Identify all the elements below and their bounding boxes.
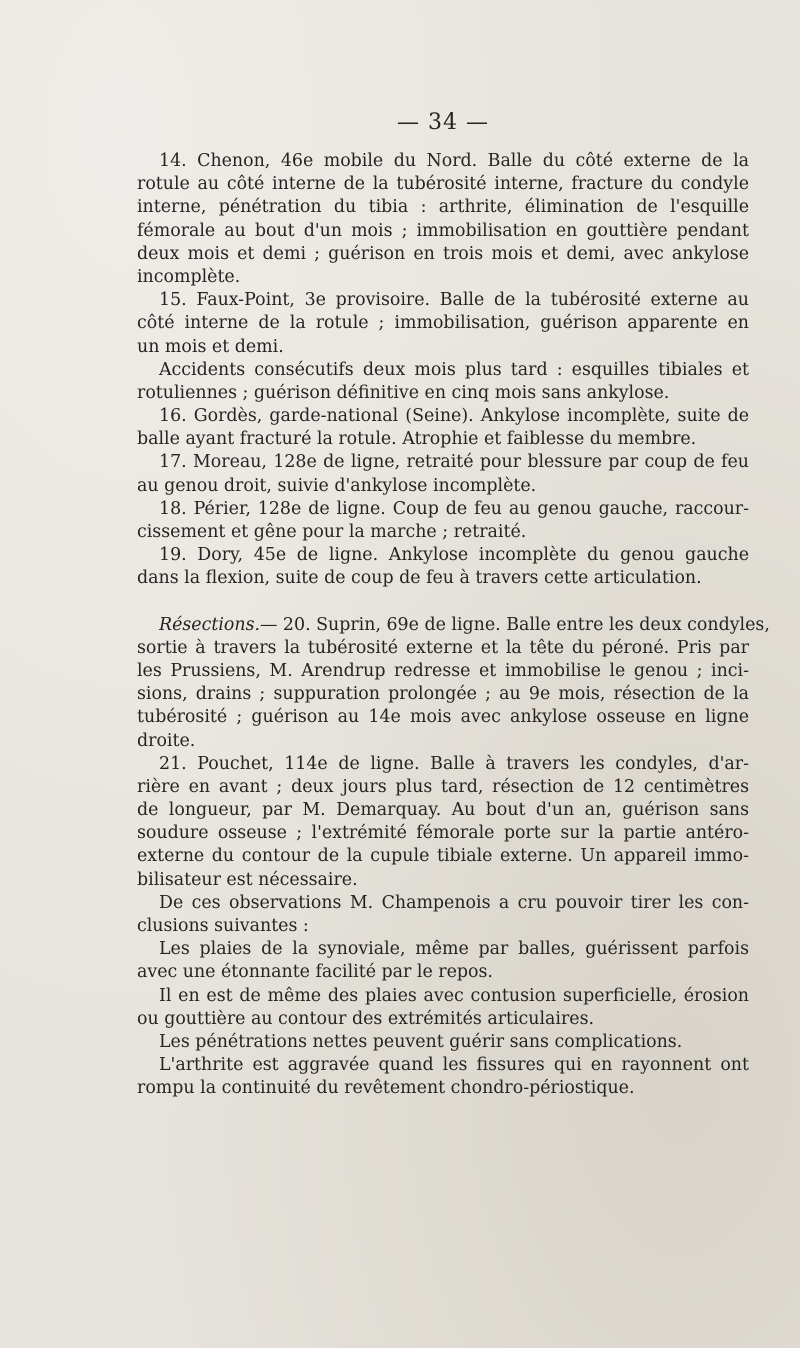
text-line: ou gouttière au contour des extrémités articulaires. bbox=[137, 1008, 595, 1029]
text-line: sions, drains ; suppuration prolongée ; au 9e mois, résection de la bbox=[137, 684, 749, 705]
text-line: côté interne de la rotule ; immobilisation, guérison apparente en bbox=[137, 313, 749, 334]
text-line: 21. Pouchet, 114e de ligne. Balle à travers les condyles, d'ar- bbox=[159, 753, 749, 774]
text-line: de longueur, par M. Demarquay. Au bout d'un an, guérison sans bbox=[137, 800, 749, 821]
text-line: interne, pénétration du tibia : arthrite, élimination de l'esquille bbox=[137, 197, 749, 218]
text-line: avec une étonnante facilité par le repos. bbox=[137, 962, 493, 983]
text-line: externe du contour de la cupule tibiale externe. Un appareil immo- bbox=[137, 846, 749, 867]
paragraph bbox=[137, 544, 749, 590]
text-line: les Prussiens, M. Arendrup redresse et immobilise le genou ; inci- bbox=[137, 660, 749, 681]
paragraph bbox=[137, 892, 749, 938]
text-line: Les pénétrations nettes peuvent guérir sans complications. bbox=[159, 1031, 683, 1052]
paragraph bbox=[137, 150, 749, 289]
text-line: deux mois et demi ; guérison en trois mois et demi, avec ankylose bbox=[137, 243, 749, 264]
paragraph bbox=[137, 405, 749, 451]
text-line: fémorale au bout d'un mois ; immobilisation en gouttière pendant bbox=[137, 220, 749, 241]
text-line: rompu la continuité du revêtement chondro-périostique. bbox=[137, 1078, 635, 1099]
paragraph bbox=[137, 753, 749, 892]
text-line: 15. Faux-Point, 3e provisoire. Balle de la tubérosité externe au bbox=[159, 290, 749, 311]
section-gap bbox=[137, 591, 749, 614]
text-line: 16. Gordès, garde-national (Seine). Ankylose incomplète, suite de bbox=[159, 406, 749, 427]
text-line: rière en avant ; deux jours plus tard, résection de 12 centimètres bbox=[137, 776, 749, 797]
section-heading: Résections. bbox=[159, 614, 261, 635]
text-line: un mois et demi. bbox=[137, 336, 284, 357]
text-line: rotule au côté interne de la tubérosité interne, fracture du condyle bbox=[137, 174, 749, 195]
text-flow bbox=[137, 150, 770, 1101]
text-line: soudure osseuse ; l'extrémité fémorale porte sur la partie antéro- bbox=[137, 823, 749, 844]
paragraph bbox=[137, 1031, 749, 1054]
text-line: 17. Moreau, 128e de ligne, retraité pour blessure par coup de feu bbox=[159, 452, 749, 473]
text-line: Il en est de même des plaies avec contusion superficielle, érosion bbox=[159, 985, 749, 1006]
text-line-rest: — 20. Suprin, 69e de ligne. Balle entre les deux condyles, bbox=[260, 614, 770, 635]
text-line: rotuliennes ; guérison définitive en cinq mois sans ankylose. bbox=[137, 382, 670, 403]
paragraph bbox=[137, 498, 749, 544]
text-line: De ces observations M. Champenois a cru pouvoir tirer les con- bbox=[159, 892, 749, 913]
text-line: L'arthrite est aggravée quand les fissures qui en rayonnent ont bbox=[159, 1055, 749, 1076]
text-line: 18. Périer, 128e de ligne. Coup de feu au genou gauche, raccour- bbox=[159, 498, 749, 519]
page-number: — 34 — bbox=[397, 110, 489, 135]
text-line bbox=[137, 614, 770, 637]
text-line: au genou droit, suivie d'ankylose incomplète. bbox=[137, 475, 537, 496]
paragraph bbox=[137, 359, 749, 405]
text-line: sortie à travers la tubérosité externe et la tête du péroné. Pris par bbox=[137, 637, 749, 658]
paragraph bbox=[137, 1054, 749, 1100]
text-line: bilisateur est nécessaire. bbox=[137, 869, 358, 890]
text-line: cissement et gêne pour la marche ; retraité. bbox=[137, 522, 527, 542]
text-line: tubérosité ; guérison au 14e mois avec ankylose osseuse en ligne bbox=[137, 707, 749, 728]
paragraph bbox=[137, 938, 749, 984]
text-line: droite. bbox=[137, 730, 196, 751]
text-line: clusions suivantes : bbox=[137, 916, 309, 936]
page-body bbox=[137, 108, 770, 1101]
paragraph bbox=[137, 985, 749, 1031]
text-line: Les plaies de la synoviale, même par balles, guérissent parfois bbox=[159, 939, 749, 960]
text-line: dans la flexion, suite de coup de feu à travers cette articulation. bbox=[137, 568, 702, 589]
text-line: Accidents consécutifs deux mois plus tard : esquilles tibiales et bbox=[159, 359, 749, 380]
text-line: 14. Chenon, 46e mobile du Nord. Balle du côté externe de la bbox=[159, 151, 749, 171]
paragraph bbox=[137, 451, 749, 497]
paragraph bbox=[137, 289, 749, 359]
text-line: balle ayant fracturé la rotule. Atrophie et faiblesse du membre. bbox=[137, 429, 697, 450]
paragraph bbox=[137, 614, 770, 753]
text-line: 19. Dory, 45e de ligne. Ankylose incomplète du genou gauche bbox=[159, 545, 749, 566]
text-line: incomplète. bbox=[137, 266, 241, 287]
